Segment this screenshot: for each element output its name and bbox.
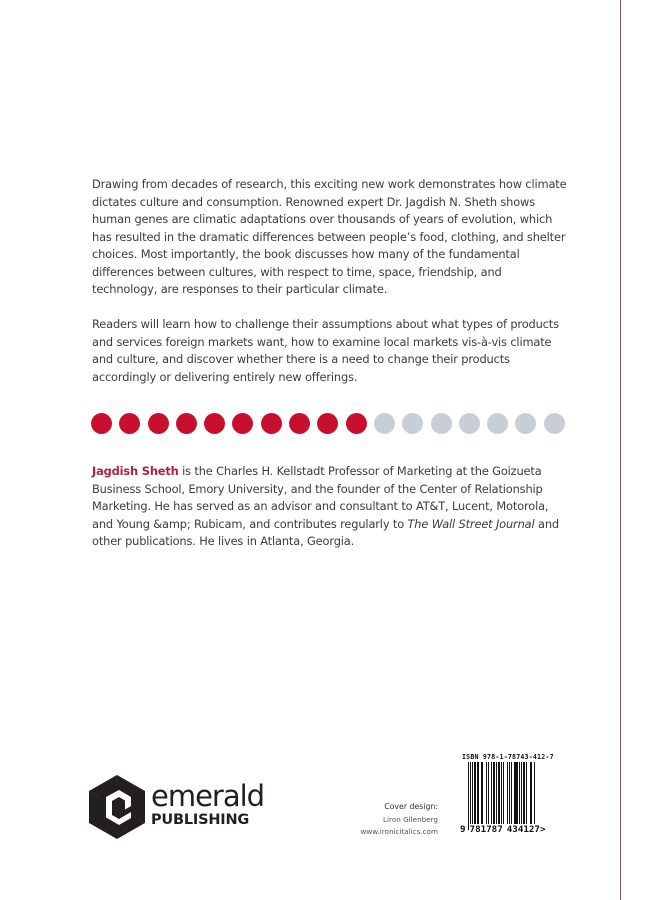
spine-fold-line [620,0,621,900]
empty-dot [515,413,536,434]
empty-dot [402,413,423,434]
publication-name: The Wall Street Journal [407,516,535,531]
barcode-digit-first: 9 [460,824,466,835]
barcode-digit-group-1: 781787 [469,824,503,835]
cover-design-label: Cover design: [384,802,438,811]
empty-dot [459,413,480,434]
filled-dot [119,413,140,434]
barcode-bar [535,762,536,830]
filled-dot [289,413,310,434]
filled-dot [176,413,197,434]
publisher-logo [89,775,264,839]
author-name: Jagdish Sheth [92,464,179,478]
isbn-label: ISBN 978-1-78743-412-7 [462,753,554,761]
filled-dot [317,413,338,434]
barcode-digit-group-2: 434127 [506,824,540,835]
filled-dot [148,413,169,434]
wordmark-emerald: emerald [151,779,265,814]
designer-name: Liron Gilenberg [383,814,438,824]
isbn-barcode [460,753,568,835]
barcode-digits [460,824,568,835]
blurb-paragraph-1: Drawing from decades of research, this exciting new work demonstrates how climate dictates culture and consumption. Renowned expert Dr. Jagdish N. Sheth shows human genes are climatic adaptations over thousands of years of evolution, which has resulted in the dramatic differences between people’s food, clothing, and shelter choices. Most importantly, the book discusses how many of the fundamental differences between cultures, with respect to time, space, friendship, and technology, are responses to their particular climate. [92,177,567,296]
filled-dot [91,413,112,434]
barcode-quiet-mark: > [539,824,546,835]
filled-dot [346,413,367,434]
wordmark-publishing: PUBLISHING [151,812,250,829]
barcode-bars [468,762,568,830]
empty-dot [544,413,565,434]
bio-text-2: and other publications. He lives in Atlanta, Georgia. [92,516,559,548]
emerald-hexagon-logo-icon [89,775,145,839]
designer-website: www.ironicitalics.com [360,827,438,836]
blurb-paragraph-2: Readers will learn how to challenge their assumptions about what types of products and services foreign markets want, how to examine local markets vis-à-vis climate and culture, and discover whether there is a need to change their products accordingly or delivering entirely new offerings. [92,317,559,384]
book-blurb [92,176,567,404]
bio-text-1: is the Charles H. Kellstadt Professor of Marketing at the Goizueta Business School, Emory University, and the founder of the Center of Relationship Marketing. He has served as an advisor and consultant to AT&T, Lucent, Motorola, and Young &amp; Rubicam, and contributes regularly to [92,464,549,531]
empty-dot [431,413,452,434]
cover-credits [361,801,439,839]
filled-dot [232,413,253,434]
empty-dot [487,413,508,434]
filled-dot [204,413,225,434]
empty-dot [374,413,395,434]
divider-dots [91,413,565,434]
author-bio [92,463,567,551]
filled-dot [261,413,282,434]
publisher-wordmark [151,779,265,829]
